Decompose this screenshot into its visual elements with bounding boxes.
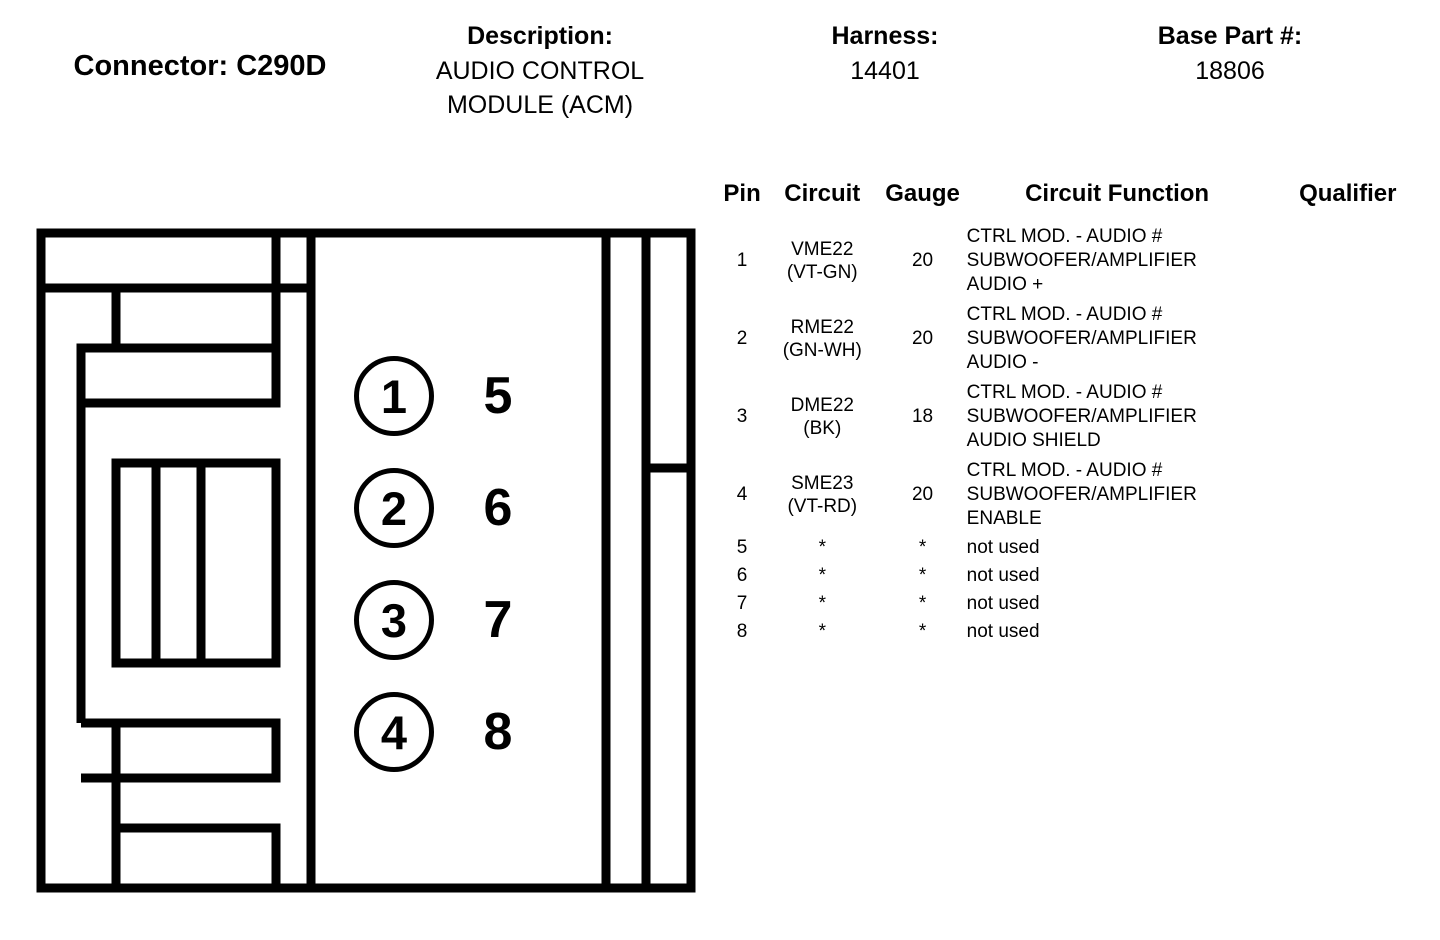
- column-header-circuit: Circuit: [784, 180, 861, 207]
- cell-qualifier: [1268, 562, 1428, 590]
- function-line: SUBWOOFER/AMPLIFIER: [966, 328, 1197, 349]
- pin-label-6[interactable]: 6: [483, 479, 513, 537]
- function-line: SUBWOOFER/AMPLIFIER: [966, 484, 1197, 505]
- function-line: ENABLE: [966, 508, 1042, 529]
- cell-gauge: 20: [911, 484, 934, 505]
- harness-label: Harness:: [831, 22, 939, 50]
- cell-function: [967, 222, 1268, 300]
- cell-qualifier: [1268, 378, 1428, 456]
- cell-circuit: [766, 456, 878, 534]
- table-row: [718, 562, 1428, 590]
- pin-circle-2[interactable]: 2: [354, 468, 434, 548]
- description-value-line1: AUDIO CONTROL: [435, 57, 645, 85]
- table-header-row: [718, 180, 1428, 222]
- cell-qualifier: [1268, 590, 1428, 618]
- harness-value: 14401: [850, 57, 920, 85]
- cell-qualifier: [1268, 534, 1428, 562]
- cell-gauge: 20: [911, 250, 934, 271]
- cell-circuit: *: [818, 537, 826, 558]
- cell-pin: 5: [736, 537, 748, 558]
- cell-pin: 3: [736, 406, 748, 427]
- circuit-color: (VT-RD): [787, 496, 858, 517]
- cell-qualifier: [1268, 618, 1428, 646]
- cell-qualifier: [1268, 456, 1428, 534]
- column-header-gauge: Gauge: [885, 180, 960, 207]
- pin-circle-4[interactable]: 4: [354, 692, 434, 772]
- pin-label-7[interactable]: 7: [483, 591, 513, 649]
- connector-outline-svg: [36, 228, 706, 898]
- cell-gauge: *: [918, 565, 927, 586]
- connector-title: Connector: C290D: [73, 50, 327, 82]
- function-line: CTRL MOD. - AUDIO #: [966, 304, 1163, 325]
- base-part-block: [1090, 18, 1370, 88]
- pinout-table-wrapper: [718, 180, 1428, 646]
- cell-circuit: [766, 378, 878, 456]
- page-header: [0, 0, 1440, 130]
- cell-function: [967, 456, 1268, 534]
- cell-qualifier: [1268, 222, 1428, 300]
- cell-qualifier: [1268, 300, 1428, 378]
- description-value-line2: MODULE (ACM): [446, 91, 634, 119]
- cell-function: not used: [966, 593, 1040, 614]
- cell-pin: 2: [736, 328, 748, 349]
- table-row: [718, 618, 1428, 646]
- pinout-table: [718, 180, 1428, 646]
- pin-circle-3[interactable]: 3: [354, 580, 434, 660]
- function-line: AUDIO -: [966, 352, 1039, 373]
- cell-function: [967, 300, 1268, 378]
- cell-pin: 7: [736, 593, 748, 614]
- cell-circuit: *: [818, 593, 826, 614]
- harness-block: [760, 18, 1010, 88]
- cell-pin: 4: [736, 484, 748, 505]
- connector-drawing: [36, 228, 706, 898]
- pin-circle-1[interactable]: 1: [354, 356, 434, 436]
- cell-pin: 6: [736, 565, 748, 586]
- description-label: Description:: [467, 22, 613, 50]
- table-row: [718, 378, 1428, 456]
- cell-function: not used: [966, 621, 1040, 642]
- cell-function: not used: [966, 537, 1040, 558]
- function-line: SUBWOOFER/AMPLIFIER: [966, 406, 1197, 427]
- cell-circuit: *: [818, 565, 826, 586]
- cell-gauge: 20: [911, 328, 934, 349]
- function-line: SUBWOOFER/AMPLIFIER: [966, 250, 1197, 271]
- circuit-name: VME22: [791, 239, 854, 260]
- cell-function: [967, 378, 1268, 456]
- function-line: AUDIO +: [966, 274, 1044, 295]
- circuit-color: (BK): [803, 418, 842, 439]
- cell-gauge: *: [918, 537, 927, 558]
- cell-pin: 8: [736, 621, 748, 642]
- cell-gauge: 18: [911, 406, 934, 427]
- cell-circuit: [766, 300, 878, 378]
- cell-gauge: *: [918, 621, 927, 642]
- table-row: [718, 222, 1428, 300]
- function-line: AUDIO SHIELD: [966, 430, 1101, 451]
- table-row: [718, 456, 1428, 534]
- cell-gauge: *: [918, 593, 927, 614]
- table-row: [718, 300, 1428, 378]
- function-line: CTRL MOD. - AUDIO #: [966, 226, 1163, 247]
- circuit-color: (VT-GN): [786, 262, 858, 283]
- pin-label-8[interactable]: 8: [483, 703, 513, 761]
- table-row: [718, 590, 1428, 618]
- column-header-pin: Pin: [723, 180, 761, 207]
- cell-circuit: [766, 222, 878, 300]
- column-header-qualifier: Qualifier: [1299, 180, 1397, 207]
- description-block: [390, 18, 690, 122]
- column-header-function: Circuit Function: [1025, 180, 1210, 207]
- cell-pin: 1: [736, 250, 748, 271]
- base-part-label: Base Part #:: [1157, 22, 1303, 50]
- circuit-name: RME22: [790, 317, 854, 338]
- base-part-value: 18806: [1195, 57, 1265, 85]
- circuit-name: SME23: [791, 473, 854, 494]
- function-line: CTRL MOD. - AUDIO #: [966, 460, 1163, 481]
- circuit-color: (GN-WH): [782, 340, 862, 361]
- function-line: CTRL MOD. - AUDIO #: [966, 382, 1163, 403]
- cell-function: not used: [966, 565, 1040, 586]
- cell-circuit: *: [818, 621, 826, 642]
- table-row: [718, 534, 1428, 562]
- pin-label-5[interactable]: 5: [483, 367, 513, 425]
- circuit-name: DME22: [790, 395, 854, 416]
